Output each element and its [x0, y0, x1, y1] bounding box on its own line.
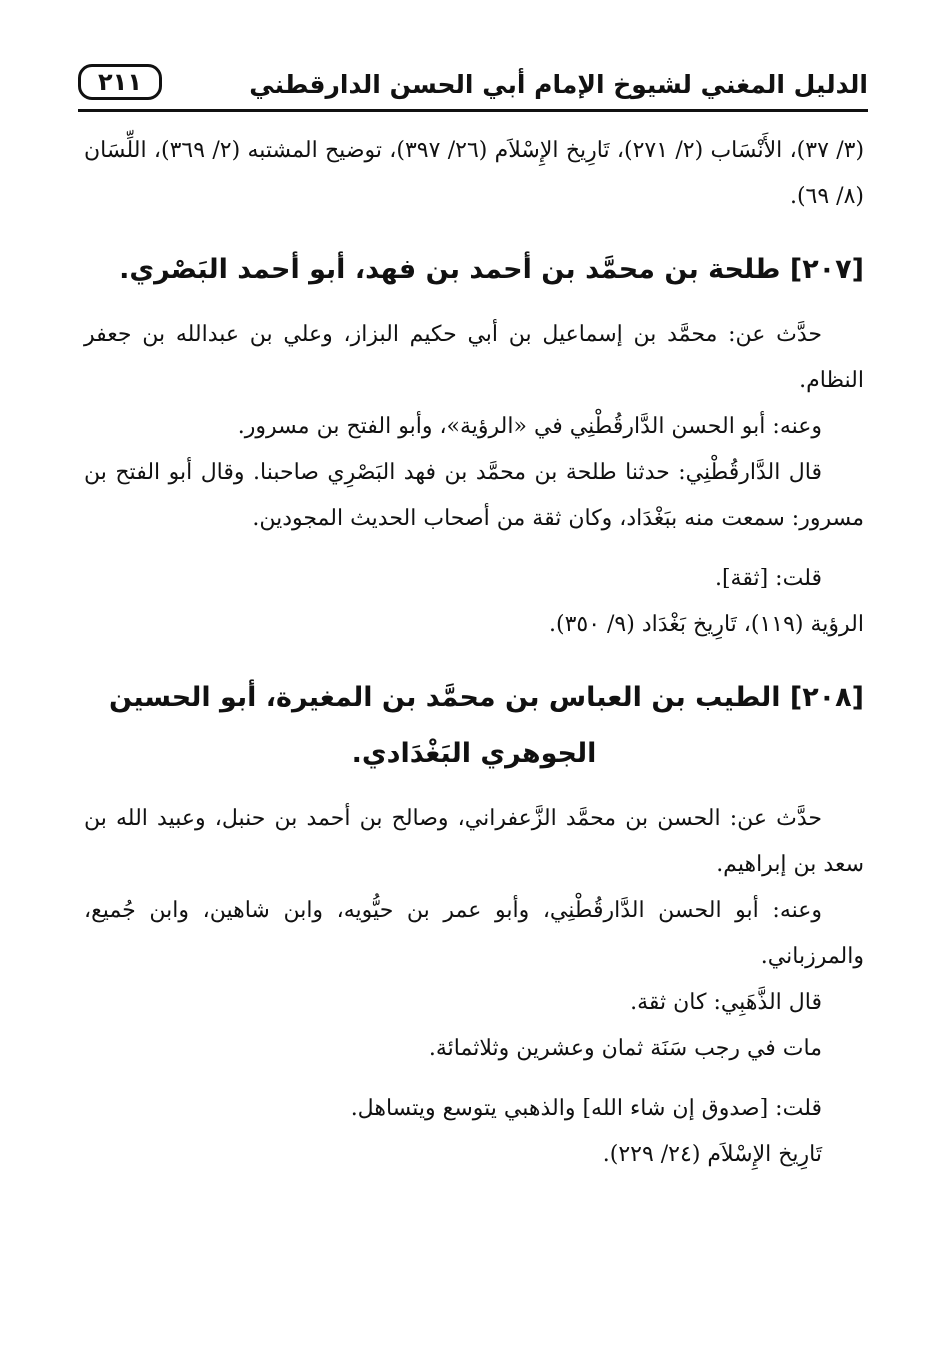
entry-207-quotes: قال الدَّارقُطْنِي: حدثنا طلحة بن محمَّد بن فهد البَصْرِي صاحبنا. وقال أبو الفتح بن مسرور: سمعت منه ببَغْدَاد، وكان ثقة من أصحاب الحديث المجودين.	[84, 460, 864, 531]
entry-208-verdict: قلت: [صدوق إن شاء الله] والذهبي يتوسع ويتساهل.	[350, 1096, 822, 1121]
continued-references: (٣/ ٣٧)، الأَنْسَاب (٢/ ٢٧١)، تَارِيخ الإِسْلاَم (٢٦/ ٣٩٧)، توضيح المشتبه (٢/ ٣٦٩)، اللِّسَان (٨/ ٦٩).	[84, 138, 865, 209]
entry-208-death: مات في رجب سَنَة ثمان وعشرين وثلاثمائة.	[428, 1036, 822, 1061]
header-rule	[78, 109, 868, 112]
entry-207-students: وعنه: أبو الحسن الدَّارقُطْنِي في «الرؤية»، وأبو الفتح بن مسرور.	[237, 414, 822, 439]
entry-208-heading-line-1: [٢٠٨] الطيب بن العباس بن محمَّد بن المغيرة، أبو الحسين	[109, 682, 864, 713]
page-body	[84, 128, 864, 1178]
entry-208-heading-line-2: الجوهري البَغْدَادي.	[351, 738, 597, 769]
entry-207-verdict: قلت: [ثقة].	[714, 566, 822, 591]
entry-207-teachers: حدَّث عن: محمَّد بن إسماعيل بن أبي حكيم البزاز، وعلي بن عبدالله بن جعفر النظام.	[84, 322, 864, 393]
entry-208-sources: تَارِيخ الإِسْلاَم (٢٤/ ٢٢٩).	[602, 1142, 822, 1167]
entry-207-heading: [٢٠٧] طلحة بن محمَّد بن أحمد بن فهد، أبو أحمد البَصْري.	[119, 254, 864, 285]
page-number: ٢١١	[98, 68, 142, 96]
entry-207-sources: الرؤية (١١٩)، تَارِيخ بَغْدَاد (٩/ ٣٥٠).	[548, 612, 864, 637]
entry-208-teachers: حدَّث عن: الحسن بن محمَّد الزَّعفراني، وصالح بن أحمد بن حنبل، وعبيد الله بن سعد بن إبراهيم.	[84, 806, 864, 877]
entry-208-dhahabi-quote: قال الذَّهَبِي: كان ثقة.	[630, 990, 822, 1015]
book-title: الدليل المغني لشيوخ الإمام أبي الحسن الدارقطني	[249, 70, 868, 99]
page-number-frame	[78, 64, 162, 100]
running-head	[78, 62, 868, 112]
entry-208-students: وعنه: أبو الحسن الدَّارقُطْنِي، وأبو عمر بن حيُّويه، وابن شاهين، وابن جُميع، والمرزباني.	[84, 898, 864, 969]
